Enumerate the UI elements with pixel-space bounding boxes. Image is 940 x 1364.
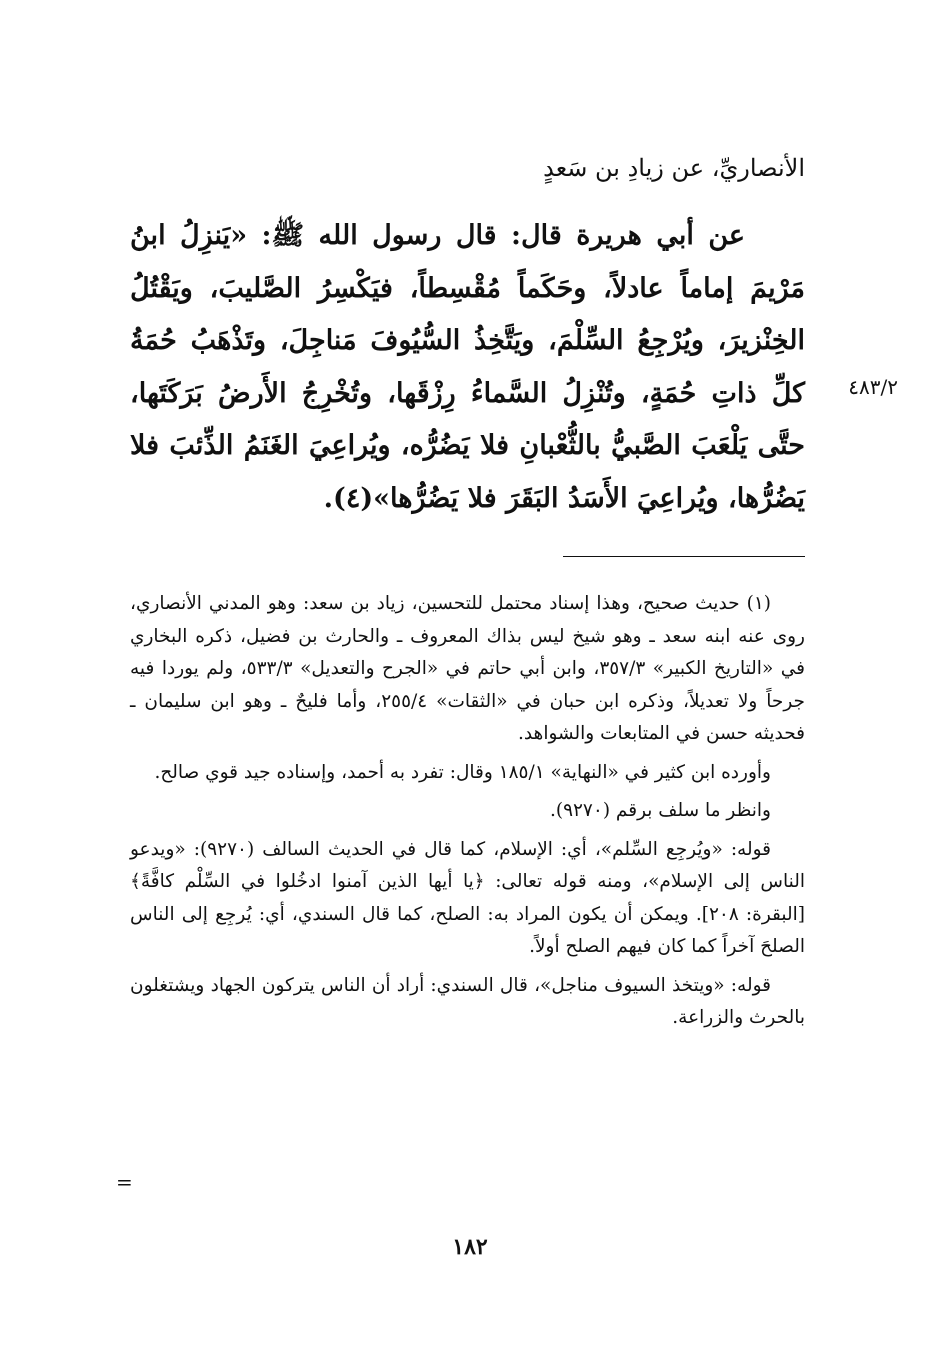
page-number: ١٨٢ — [452, 1234, 488, 1260]
main-text — [130, 148, 805, 525]
hadith-text: عن أبي هريرة قال: قال رسول الله ﷺ: «يَنزِلُ ابنُ مَرْيمَ إماماً عادلاً، وحَكَماً مُقْسِطاً، فيَكْسِرُ الصَّليبَ، ويَقْتُلُ الخِنْزيرَ، ويُرْجِعُ السِّلْمَ، ويَتَّخِذُ السُّيُوفَ مَناجِلَ، وتَذْهَبُ حُمَةُ كلِّ ذاتِ حُمَةٍ، وتُنْزِلُ السَّماءُ رِزْقَها، وتُخْرِجُ الأَرضُ بَرَكَتَها، حتَّى يَلْعَبَ الصَّبيُّ بالثُّعْبانِ فلا يَضُرُّه، ويُراعِيَ الغَنَمُ الذِّئبَ فلا يَضُرُّها، ويُراعِيَ الأَسَدُ البَقَرَ فلا يَضُرُّها»(٤). — [130, 220, 805, 514]
footnote-paragraph: قوله: «ويتخذ السيوف مناجل»، قال السندي: أراد أن الناس يتركون الجهاد ويشتغلون بالحرث والزراعة. — [130, 974, 805, 1028]
hadith-block — [130, 210, 805, 525]
isnad-continuation-line: الأنصاريِّ، عن زيادِ بن سَعدٍ — [543, 154, 805, 182]
footnote-paragraph: وأورده ابن كثير في «النهاية» ١٨٥/١ وقال: تفرد به أحمد، وإسناده جيد قوي صالح. — [154, 761, 771, 783]
footnotes — [130, 588, 805, 1041]
footnote-paragraph: قوله: «ويُرجِع السِّلم»، أي: الإسلام، كما قال في الحديث السالف (٩٢٧٠): «ويدعو الناس إلى الإسلام»، ومنه قوله تعالى: ﴿يا أيها الذين آمنوا ادخُلوا في السِّلْم كافَّةً﴾ [البقرة: ٢٠٨]. ويمكن أن يكون المراد به: الصلح، كما قال السندي، أي: يُرجِع إلى الناس الصلحَ آخراً كما كان فيهم الصلح أولاً. — [130, 838, 805, 957]
footnote-paragraph: وانظر ما سلف برقم (٩٢٧٠). — [549, 800, 771, 821]
volume-page-reference: ٤٨٣/٢ — [848, 375, 898, 399]
footnote-paragraph: (١) حديث صحيح، وهذا إسناد محتمل للتحسين، زياد بن سعد: وهو المدني الأنصاري، روى عنه ابنه سعد ـ وهو شيخ ليس بذاك المعروف ـ والحارث بن فضيل، ذكره البخاري في «التاريخ الكبير» ٣٥٧/٣، وابن أبي حاتم في «الجرح والتعديل» ٥٣٣/٣، ولم يوردا فيه جرحاً ولا تعديلاً، وذكره ابن حبان في «الثقات» ٢٥٥/٤، وأما فليحٌ ـ وهو ابن سليمان ـ فحديثه حسن في المتابعات والشواهد. — [130, 593, 805, 744]
footnote-separator — [563, 556, 805, 557]
continuation-mark: = — [116, 1170, 133, 1194]
